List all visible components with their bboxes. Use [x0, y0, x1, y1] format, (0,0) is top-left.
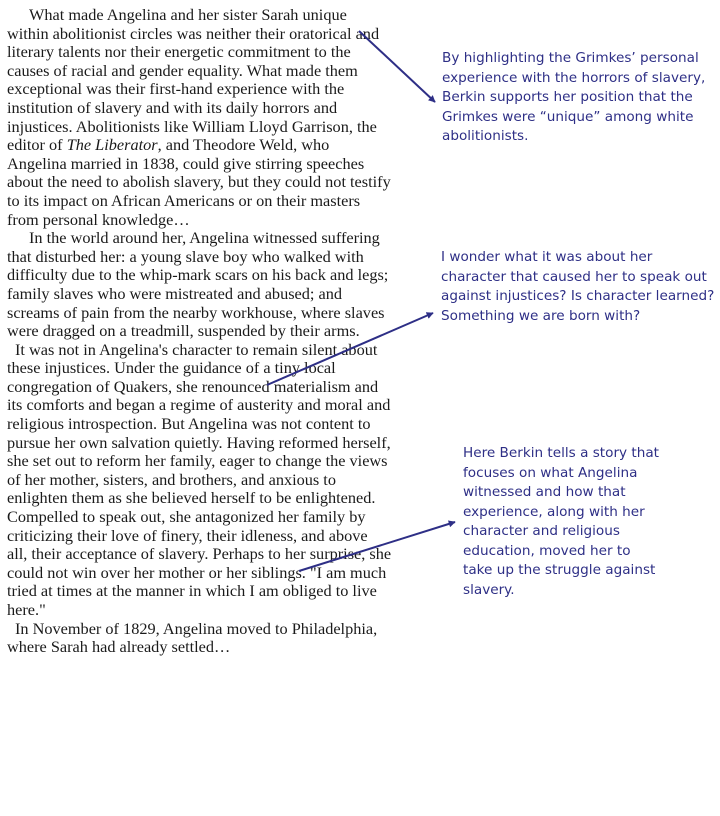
paragraph-4: In November of 1829, Angelina moved to Philadelphia, where Sarah had already settled…: [7, 618, 378, 657]
arrow-3: [299, 522, 455, 571]
annotation-note-1: By highlighting the Grimkes’ personal experience with the horrors of slavery, Berkin supports her position that the Grimkes were “unique” among white abolitionists.: [442, 50, 706, 144]
publication-title: The Liberator: [66, 135, 158, 155]
paragraph-1-text-a: What made Angelina and her sister Sarah unique within abolitionist circles was neither their oratorical and literary talents nor their energetic commitment to the causes of racial and gender equality. What made them exceptional was their first-hand experience with the institution of slavery and with its daily horrors and injustices. Abolitionists like William Lloyd Garrison, the editor of: [7, 5, 380, 155]
arrow-2: [267, 313, 433, 385]
arrow-1: [359, 31, 435, 102]
paragraph-1-text-b: , and Theodore Weld, who Angelina married in 1838, could give stirring speeches about the need to abolish slavery, but they could not testify to its impact on African Americans or on their masters from personal knowledge…: [7, 135, 391, 229]
paragraph-3: It was not in Angelina's character to remain silent about these injustices. Under the guidance of a tiny local congregation of Quakers, she renounced materialism and its comforts and began a regime of austerity and moral and religious introspection. But Angelina was not content to pursue her own salvation quietly. Having reformed herself, she set out to reform her family, eager to change the views of her mother, sisters, and brothers, and anxious to enlighten them as she believed herself to be enlightened. Compelled to speak out, she antagonized her family by criticizing their love of finery, their idleness, and above all, their acceptance of slavery. Perhaps to her surprise, she could not win over her mother or her siblings. "I am much tried at times at the manner in which I am obliged to live here.": [7, 339, 392, 619]
annotation-note-3: Here Berkin tells a story that focuses on what Angelina witnessed and how that experience, along with her character and religious education, moved her to take up the struggle against slavery.: [463, 445, 660, 598]
annotation-note-2: I wonder what it was about her character that caused her to speak out against injustices? Is character learned? Something we are born with?: [441, 249, 715, 324]
paragraph-2: In the world around her, Angelina witnessed suffering that disturbed her: a young slave boy who walked with difficulty due to the whip-mark scars on his back and legs; family slaves who were mistreated and abused; and screams of pain from the nearby workhouse, where slaves were dragged on a treadmill, suspended by their arms.: [7, 228, 389, 341]
